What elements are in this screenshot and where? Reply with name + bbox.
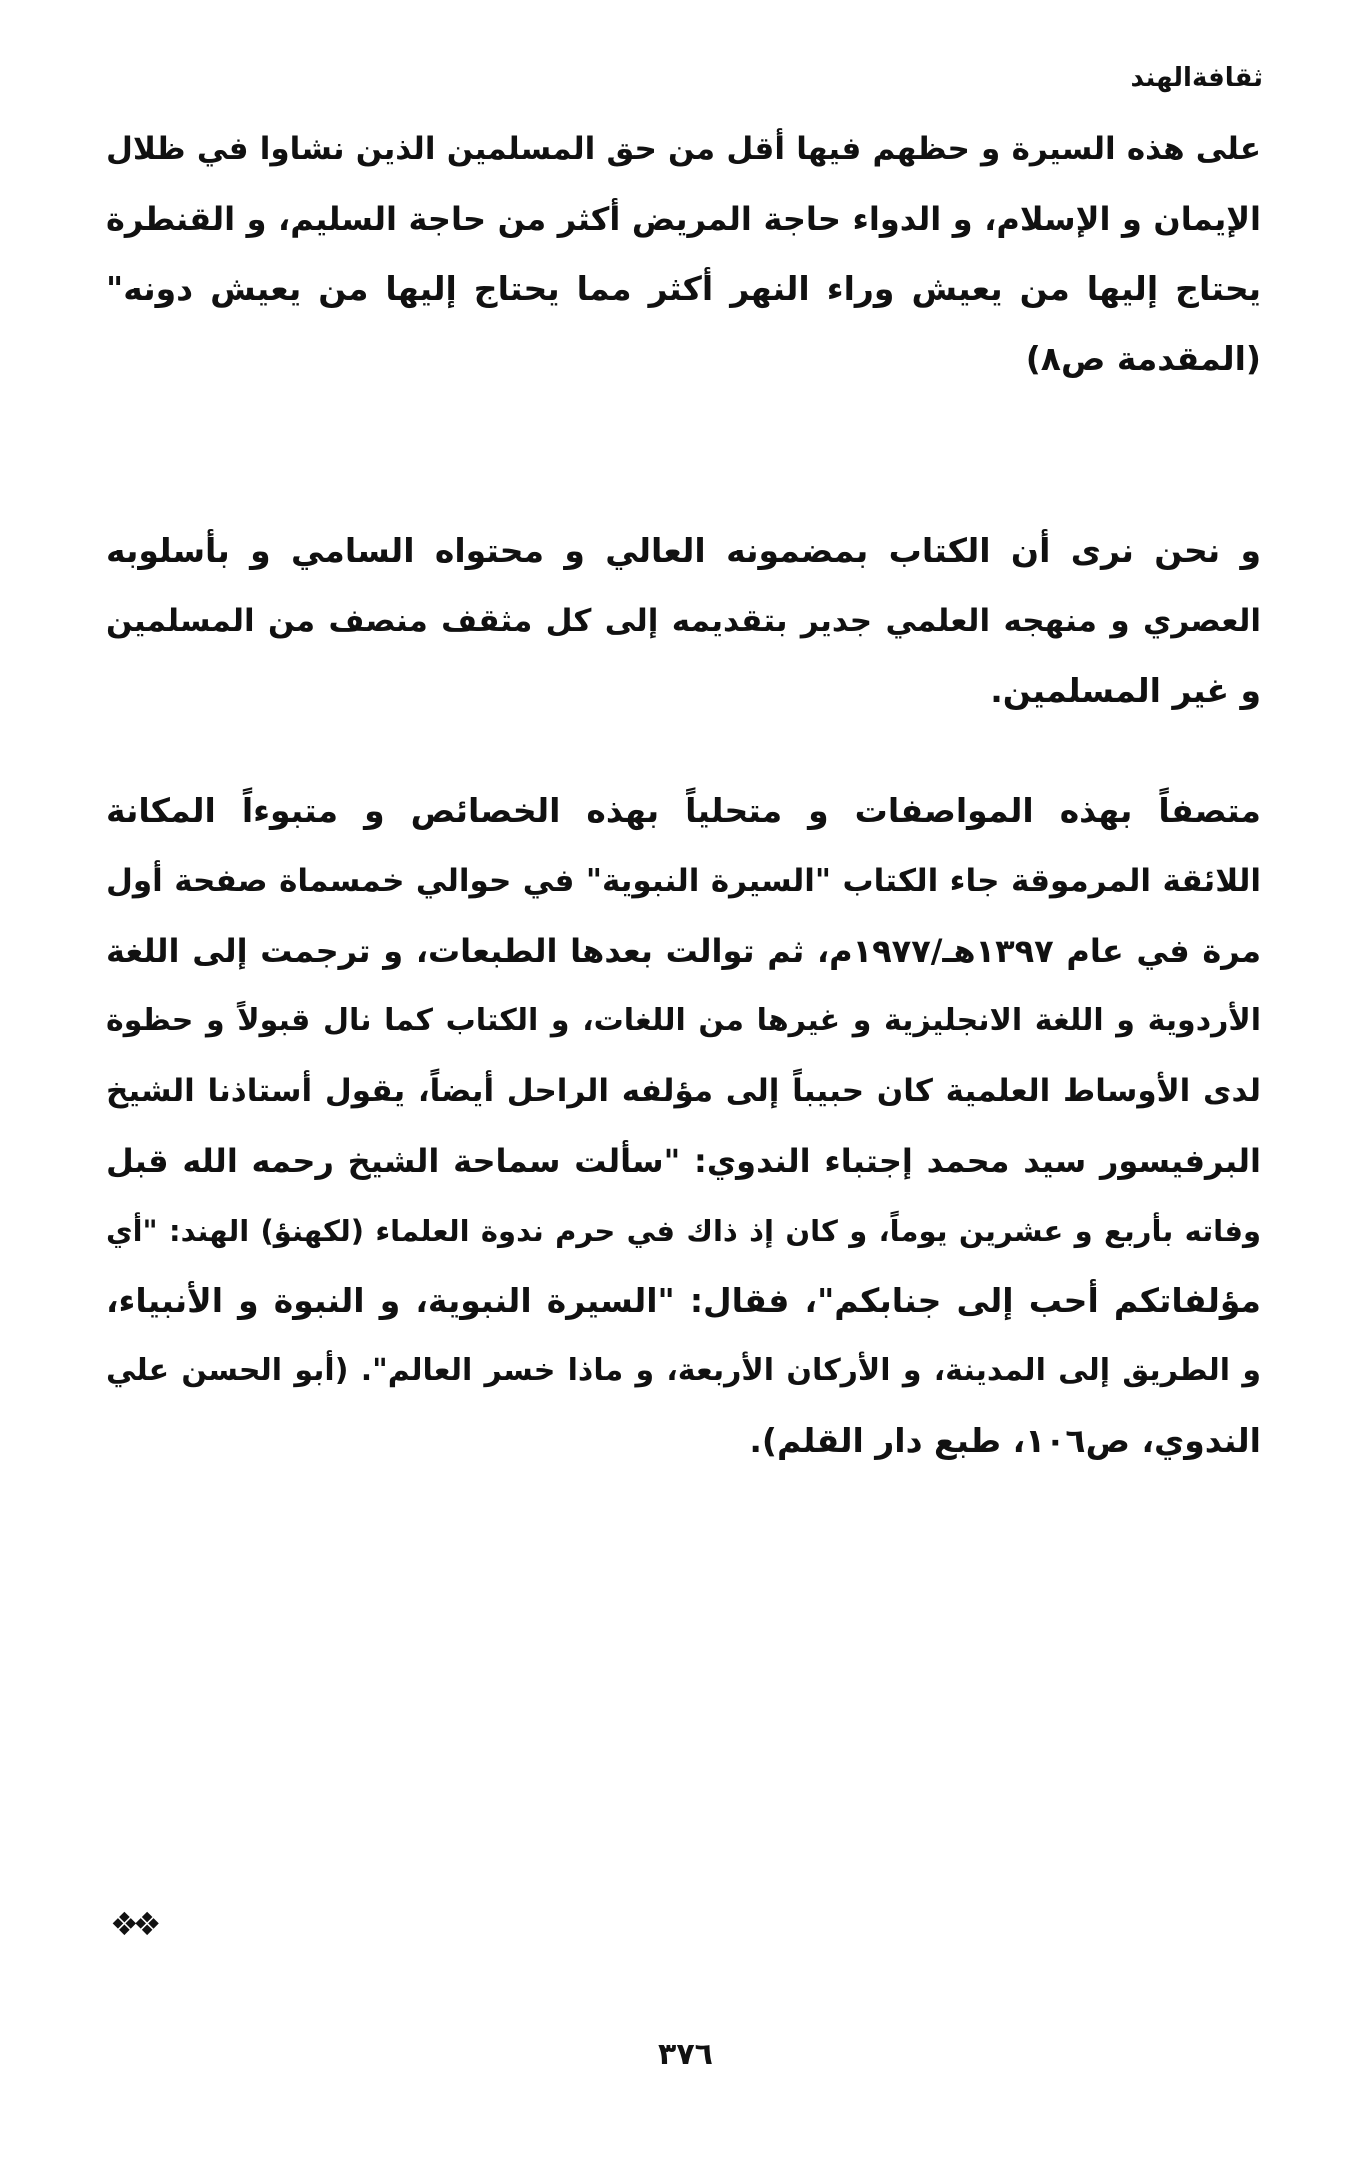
- text-line: على هذه السيرة و حظهم فيها أقل من حق المسلمين الذين نشاوا في ظلال: [106, 131, 1261, 167]
- text-line: يحتاج إليها من يعيش وراء النهر أكثر مما يحتاج إليها من يعيش دونه": [106, 269, 1261, 308]
- text-line: الندوي، ص١٠٦، طبع دار القلم).: [749, 1421, 1261, 1460]
- page-number: ٣٧٦: [658, 2037, 713, 2072]
- text-line: متصفاً بهذه المواصفات و متحلياً بهذه الخصائص و متبوءاً المكانة: [106, 791, 1261, 830]
- paragraph-2: [106, 516, 1261, 736]
- text-line: و الطريق إلى المدينة، و الأركان الأربعة، و ماذا خسر العالم". (أبو الحسن علي: [106, 1353, 1261, 1388]
- text-line: لدى الأوساط العلمية كان حبيباً إلى مؤلفه الراحل أيضاً، يقول أستاذنا الشيخ: [106, 1073, 1261, 1109]
- section-end-ornament: ❖❖: [110, 1905, 156, 1943]
- text-line: وفاته بأربع و عشرين يوماً، و كان إذ ذاك في حرم ندوة العلماء (لكهنؤ) الهند: "أي: [106, 1214, 1261, 1248]
- paragraph-1: [106, 114, 1261, 404]
- paragraph-3: [106, 776, 1261, 1496]
- text-line: و نحن نرى أن الكتاب بمضمونه العالي و محتواه السامي و بأسلوبه: [106, 531, 1261, 570]
- running-header-title: ثقافةالهند: [1130, 63, 1263, 93]
- text-line: اللائقة المرموقة جاء الكتاب "السيرة النبوية" في حوالي خمسماة صفحة أول: [106, 863, 1261, 899]
- text-line: مؤلفاتكم أحب إلى جنابكم"، فقال: "السيرة النبوية، و النبوة و الأنبياء،: [106, 1281, 1261, 1320]
- text-line: و غير المسلمين.: [990, 671, 1261, 710]
- text-line: البرفيسور سيد محمد إجتباء الندوي: "سألت سماحة الشيخ رحمه الله قبل: [106, 1142, 1261, 1180]
- text-line: (المقدمة ص٨): [1025, 339, 1261, 378]
- text-line: الإيمان و الإسلام، و الدواء حاجة المريض أكثر من حاجة السليم، و القنطرة: [106, 200, 1261, 238]
- text-line: الأردوية و اللغة الانجليزية و غيرها من اللغات، و الكتاب كما نال قبولاً و حظوة: [106, 1003, 1261, 1038]
- text-line: العصري و منهجه العلمي جدير بتقديمه إلى كل مثقف منصف من المسلمين: [106, 603, 1261, 639]
- text-line: مرة في عام ١٣٩٧هـ/١٩٧٧م، ثم توالت بعدها الطبعات، و ترجمت إلى اللغة: [106, 932, 1261, 970]
